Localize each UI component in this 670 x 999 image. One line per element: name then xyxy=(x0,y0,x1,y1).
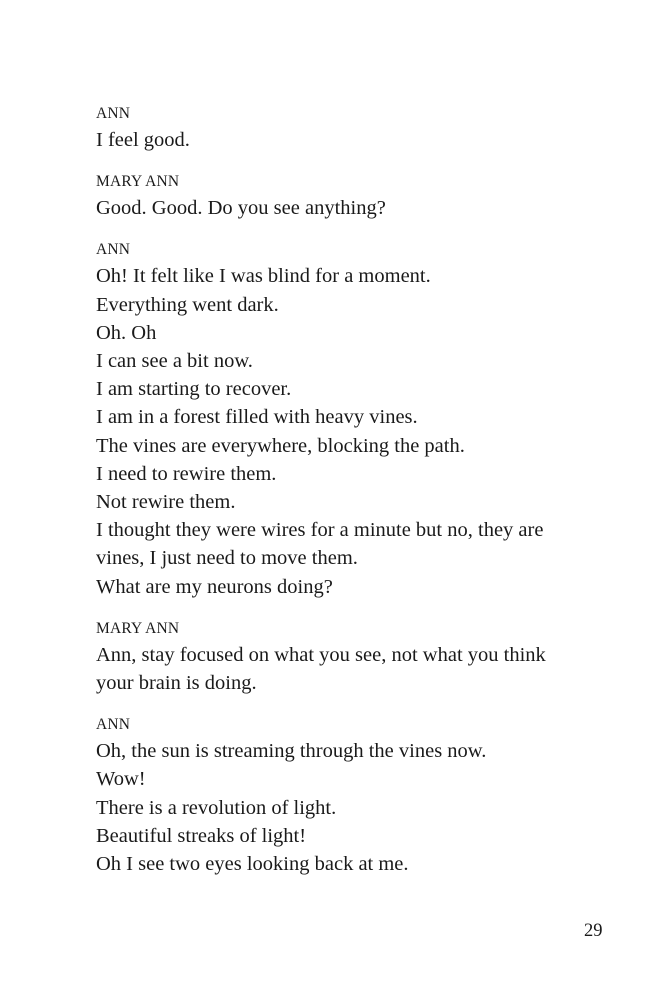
speech-lines xyxy=(96,641,596,697)
speech-line: Not rewire them. xyxy=(96,491,236,514)
speech-line: What are my neurons doing? xyxy=(96,575,333,598)
speech-line: Oh. Oh xyxy=(96,321,157,344)
speech-line: vines, I just need to move them. xyxy=(96,547,358,570)
speech-line: Everything went dark. xyxy=(96,293,279,316)
speaker-name: MARY ANN xyxy=(96,173,180,191)
speech-line: Oh, the sun is streaming through the vines now. xyxy=(96,740,487,763)
speech-line: Beautiful streaks of light! xyxy=(96,824,307,847)
speech-block xyxy=(96,104,596,154)
speech-line: Good. Good. Do you see anything? xyxy=(96,197,386,220)
speech-line: I feel good. xyxy=(96,129,190,151)
speech-block xyxy=(96,715,596,878)
speech-line: Oh! It felt like I was blind for a moment. xyxy=(96,265,431,288)
speaker-name: ANN xyxy=(96,241,131,259)
speech-line: Ann, stay focused on what you see, not what you think xyxy=(96,643,546,666)
speech-lines xyxy=(96,737,596,878)
speaker-name: ANN xyxy=(96,716,131,734)
speech-lines xyxy=(96,262,596,600)
script-page xyxy=(96,104,596,896)
speech-line: There is a revolution of light. xyxy=(96,796,337,819)
speaker-name: MARY ANN xyxy=(96,619,180,637)
speech-line: I need to rewire them. xyxy=(96,462,277,485)
speech-line: The vines are everywhere, blocking the path. xyxy=(96,434,465,457)
speech-line: I thought they were wires for a minute but no, they are xyxy=(96,519,544,542)
speech-block xyxy=(96,172,596,222)
speech-line: I am starting to recover. xyxy=(96,378,292,401)
speech-block xyxy=(96,619,596,697)
speech-line: I am in a forest filled with heavy vines. xyxy=(96,406,418,429)
speech-lines xyxy=(96,126,596,154)
page-number: 29 xyxy=(584,921,603,941)
speech-line: I can see a bit now. xyxy=(96,350,253,373)
speech-line: Oh I see two eyes looking back at me. xyxy=(96,853,409,876)
speech-line: your brain is doing. xyxy=(96,672,257,695)
speech-block xyxy=(96,240,596,600)
speaker-name: ANN xyxy=(96,105,131,122)
speech-line: Wow! xyxy=(96,768,146,791)
speech-lines xyxy=(96,194,596,222)
